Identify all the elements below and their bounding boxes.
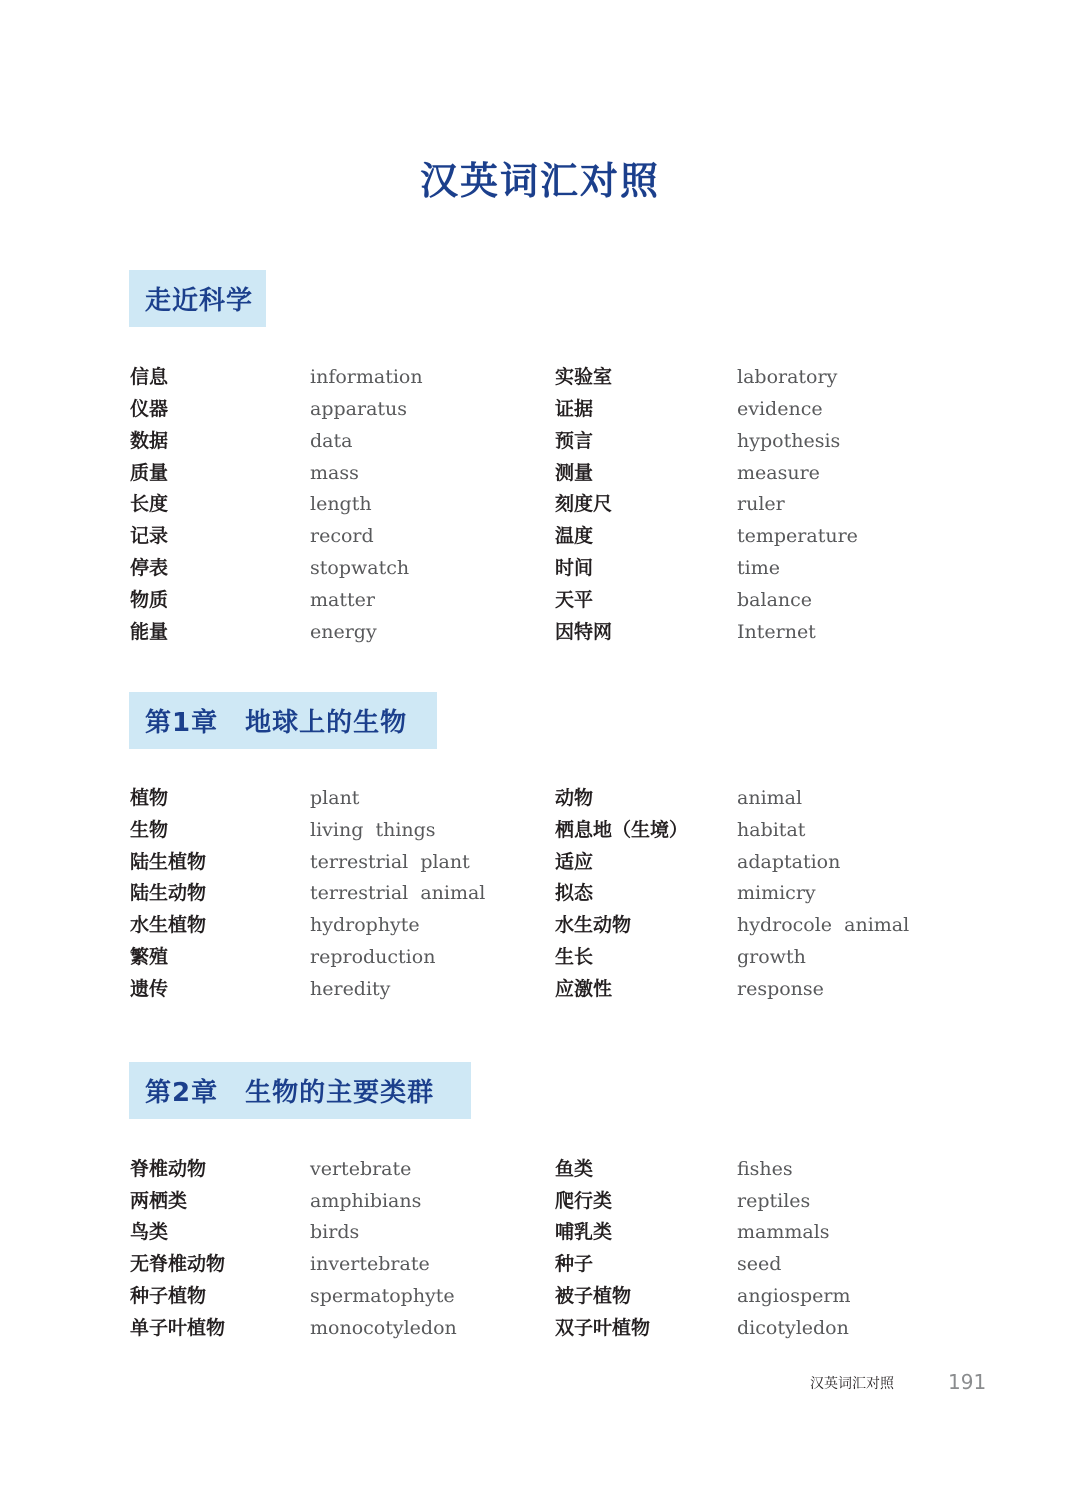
chinese-term: 时间 (555, 557, 594, 579)
chinese-term: 预言 (555, 430, 594, 452)
chinese-term: 停表 (130, 557, 169, 579)
english-term: invertebrate (310, 1253, 430, 1275)
glossary-row (130, 1248, 1010, 1280)
chinese-term: 适应 (555, 851, 594, 873)
glossary-row (130, 941, 1010, 973)
chinese-term: 爬行类 (555, 1190, 613, 1212)
english-term: spermatophyte (310, 1285, 455, 1307)
english-term: seed (737, 1253, 782, 1275)
page-number: 191 (948, 1370, 987, 1394)
glossary-row (130, 584, 1010, 616)
english-term: measure (737, 462, 820, 484)
glossary-row (130, 425, 1010, 457)
english-term: reproduction (310, 946, 436, 968)
chinese-term: 信息 (130, 366, 169, 388)
english-term: response (737, 978, 824, 1000)
chinese-term: 温度 (555, 525, 594, 547)
english-term: energy (310, 621, 377, 643)
glossary-row (130, 393, 1010, 425)
chinese-term: 天平 (555, 589, 594, 611)
english-term: reptiles (737, 1190, 811, 1212)
english-term: stopwatch (310, 557, 410, 579)
chinese-term: 测量 (555, 462, 594, 484)
english-term: data (310, 430, 353, 452)
section-heading-intro-science: 走近科学 (129, 270, 266, 327)
glossary-row (130, 1280, 1010, 1312)
chinese-term: 生物 (130, 819, 169, 841)
chinese-term: 动物 (555, 787, 594, 809)
english-term: information (310, 366, 423, 388)
chinese-term: 证据 (555, 398, 594, 420)
english-term: hydrophyte (310, 914, 420, 936)
english-term: habitat (737, 819, 806, 841)
chinese-term: 遗传 (130, 978, 169, 1000)
chinese-term: 两栖类 (130, 1190, 188, 1212)
chinese-term: 无脊椎动物 (130, 1253, 226, 1275)
chinese-term: 种子 (555, 1253, 594, 1275)
english-term: balance (737, 589, 813, 611)
chinese-term: 物质 (130, 589, 169, 611)
english-term: terrestrial animal (310, 882, 486, 904)
running-footer-title: 汉英词汇对照 (810, 1376, 894, 1392)
english-term: time (737, 557, 780, 579)
chinese-term: 双子叶植物 (555, 1317, 651, 1339)
english-term: adaptation (737, 851, 841, 873)
chinese-term: 刻度尺 (555, 493, 613, 515)
chinese-term: 水生动物 (555, 914, 632, 936)
english-term: ruler (737, 493, 785, 515)
chinese-term: 仪器 (130, 398, 169, 420)
chinese-term: 植物 (130, 787, 169, 809)
page-title: 汉英词汇对照 (419, 159, 660, 203)
english-term: plant (310, 787, 360, 809)
english-term: growth (737, 946, 806, 968)
english-term: monocotyledon (310, 1317, 457, 1339)
section-heading-chapter-1: 第1章 地球上的生物 (129, 692, 437, 749)
glossary-row (130, 520, 1010, 552)
chinese-term: 水生植物 (130, 914, 207, 936)
section-heading-chapter-2: 第2章 生物的主要类群 (129, 1062, 471, 1119)
chinese-term: 单子叶植物 (130, 1317, 226, 1339)
english-term: matter (310, 589, 375, 611)
chinese-term: 脊椎动物 (130, 1158, 207, 1180)
chinese-term: 因特网 (555, 621, 613, 643)
chinese-term: 被子植物 (555, 1285, 632, 1307)
english-term: length (310, 493, 372, 515)
chinese-term: 陆生动物 (130, 882, 207, 904)
chinese-term: 能量 (130, 621, 169, 643)
chinese-term: 鸟类 (130, 1221, 169, 1243)
glossary-row (130, 877, 1010, 909)
glossary-row (130, 1312, 1010, 1344)
english-term: mimicry (737, 882, 816, 904)
english-term: terrestrial plant (310, 851, 470, 873)
english-term: temperature (737, 525, 858, 547)
chinese-term: 种子植物 (130, 1285, 207, 1307)
chinese-term: 栖息地（生境） (555, 819, 689, 841)
english-term: record (310, 525, 374, 547)
glossary-row (130, 488, 1010, 520)
glossary-row (130, 552, 1010, 584)
english-term: mammals (737, 1221, 830, 1243)
glossary-row (130, 1185, 1010, 1217)
chinese-term: 哺乳类 (555, 1221, 613, 1243)
chinese-term: 实验室 (555, 366, 613, 388)
english-term: hydrocole animal (737, 914, 910, 936)
chinese-term: 生长 (555, 946, 594, 968)
english-term: amphibians (310, 1190, 422, 1212)
english-term: fishes (737, 1158, 793, 1180)
glossary-row (130, 1216, 1010, 1248)
glossary-row (130, 782, 1010, 814)
glossary-row (130, 457, 1010, 489)
english-term: hypothesis (737, 430, 841, 452)
glossary-row (130, 814, 1010, 846)
english-term: animal (737, 787, 803, 809)
chinese-term: 应激性 (555, 978, 613, 1000)
chinese-term: 记录 (130, 525, 169, 547)
english-term: living things (310, 819, 436, 841)
chinese-term: 长度 (130, 493, 169, 515)
english-term: angiosperm (737, 1285, 851, 1307)
english-term: heredity (310, 978, 391, 1000)
english-term: vertebrate (310, 1158, 412, 1180)
chinese-term: 质量 (130, 462, 169, 484)
english-term: laboratory (737, 366, 838, 388)
glossary-row (130, 909, 1010, 941)
glossary-row (130, 361, 1010, 393)
chinese-term: 数据 (130, 430, 169, 452)
english-term: apparatus (310, 398, 408, 420)
glossary-row (130, 1153, 1010, 1185)
glossary-row (130, 616, 1010, 648)
english-term: birds (310, 1221, 360, 1243)
chinese-term: 繁殖 (130, 946, 169, 968)
english-term: evidence (737, 398, 823, 420)
english-term: dicotyledon (737, 1317, 849, 1339)
english-term: Internet (737, 621, 816, 643)
chinese-term: 陆生植物 (130, 851, 207, 873)
chinese-term: 鱼类 (555, 1158, 594, 1180)
english-term: mass (310, 462, 359, 484)
page-footer (780, 1370, 1000, 1398)
glossary-row (130, 973, 1010, 1005)
glossary-row (130, 846, 1010, 878)
chinese-term: 拟态 (555, 882, 594, 904)
